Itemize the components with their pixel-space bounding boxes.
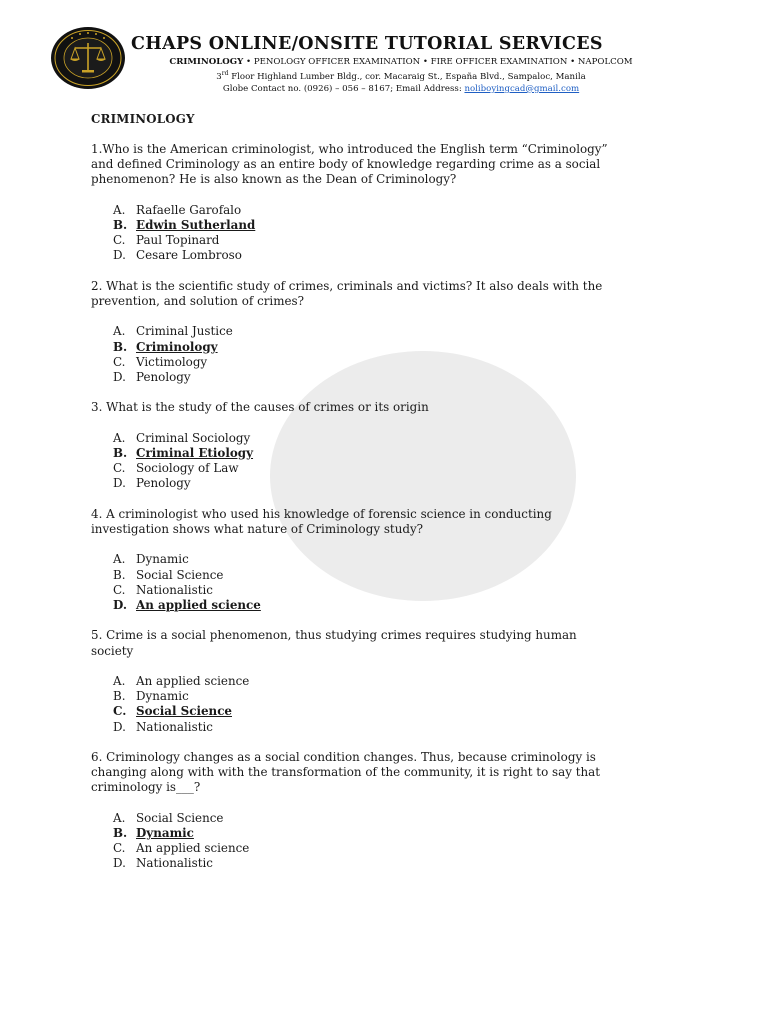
answer-option — [113, 355, 681, 370]
option-letter: A. — [113, 324, 126, 339]
answer-option — [113, 248, 681, 263]
option-text: Dynamic — [136, 552, 189, 567]
section-title: CRIMINOLOGY — [91, 112, 195, 126]
answer-option — [113, 461, 681, 476]
option-letter: C. — [113, 841, 126, 856]
option-letter: C. — [113, 354, 126, 369]
answer-option — [113, 552, 681, 567]
header-subtitle — [131, 56, 671, 95]
option-text: Nationalistic — [136, 582, 213, 597]
answer-option — [113, 476, 681, 491]
option-letter: B. — [113, 689, 126, 704]
option-letter: B. — [113, 445, 128, 460]
answer-options — [113, 674, 681, 735]
option-letter: B. — [113, 218, 128, 232]
option-letter: A. — [113, 202, 126, 217]
answer-option — [113, 856, 681, 871]
question-text: 1.Who is the American criminologist, who introduced the English term “Criminology” and defined Criminology as an entire body of knowledge regarding crime as a social phenomenon? He is also known as the Dean of Criminology? — [91, 142, 608, 187]
answer-option-correct — [113, 826, 681, 841]
option-text: An applied science — [136, 841, 250, 856]
answer-option-correct — [113, 446, 681, 461]
scales-of-justice-seal-icon — [50, 26, 126, 90]
option-letter: D. — [113, 248, 126, 263]
option-letter: B. — [113, 567, 126, 582]
answer-option — [113, 720, 681, 735]
option-text: Paul Topinard — [136, 233, 220, 248]
option-letter: A. — [113, 810, 126, 825]
option-text: Edwin Sutherland — [136, 218, 256, 232]
answer-option — [113, 811, 681, 826]
option-text: Nationalistic — [136, 856, 213, 871]
answer-option — [113, 370, 681, 385]
answer-options — [113, 431, 681, 492]
contact-line — [131, 83, 671, 95]
option-letter: B. — [113, 339, 128, 354]
option-text: Victimology — [136, 354, 208, 369]
address-floor-number: 3 — [216, 71, 222, 82]
exam-list-lead: CRIMINOLOGY — [169, 57, 244, 67]
answer-options — [113, 324, 681, 385]
contact-text: Globe Contact no. (0926) – 056 – 8167; Email Address: — [222, 83, 465, 94]
option-letter: D. — [113, 370, 126, 384]
email-link[interactable]: noliboyingcad@gmail.com — [464, 83, 580, 94]
question-text: 2. What is the scientific study of crimes, criminals and victims? It also deals with the prevention, and solution of crimes? — [91, 278, 603, 308]
questions-list — [91, 142, 681, 887]
answer-options — [113, 552, 681, 613]
answer-option — [113, 689, 681, 704]
option-letter: A. — [113, 552, 126, 567]
option-text: Criminal Justice — [136, 324, 233, 339]
question-text: 3. What is the study of the causes of crimes or its origin — [91, 400, 429, 415]
answer-option — [113, 841, 681, 856]
answer-option — [113, 674, 681, 689]
answer-option-correct — [113, 704, 681, 719]
option-text: Social Science — [136, 704, 232, 719]
answer-option — [113, 324, 681, 339]
option-text: Social Science — [136, 567, 224, 582]
question-text: 5. Crime is a social phenomenon, thus studying crimes requires studying human society — [91, 628, 577, 658]
answer-options — [113, 203, 681, 264]
option-text: Cesare Lombroso — [136, 248, 242, 263]
option-text: An applied science — [136, 673, 250, 688]
answer-option-correct — [113, 218, 681, 233]
answer-options — [113, 811, 681, 872]
question-text: 6. Criminology changes as a social condition changes. Thus, because criminology is changing along with with the transformation of the community, it is right to say that criminology is___? — [91, 749, 600, 795]
answer-option — [113, 203, 681, 218]
option-text: Dynamic — [136, 825, 194, 840]
option-letter: D. — [113, 719, 126, 734]
option-text: Sociology of Law — [136, 461, 239, 476]
option-text: An applied science — [136, 597, 261, 612]
option-text: Social Science — [136, 810, 224, 825]
option-letter: C. — [113, 704, 127, 719]
address-text: Floor Highland Lumber Bldg., cor. Macaraig St., España Blvd., Sampaloc, Manila — [228, 71, 586, 82]
option-text: Penology — [136, 476, 191, 491]
answer-option — [113, 583, 681, 598]
option-letter: C. — [113, 233, 126, 248]
option-text: Rafaelle Garofalo — [136, 202, 242, 217]
answer-option — [113, 568, 681, 583]
option-text: Criminology — [136, 339, 218, 354]
address-floor-suffix: rd — [221, 70, 229, 77]
answer-option — [113, 233, 681, 248]
exam-list-rest: • PENOLOGY OFFICER EXAMINATION • FIRE OFFICER EXAMINATION • NAPOLCOM — [243, 57, 633, 67]
organization-title: CHAPS ONLINE/ONSITE TUTORIAL SERVICES — [131, 34, 603, 54]
address-line — [131, 68, 671, 83]
option-text: Criminal Sociology — [136, 430, 251, 445]
option-letter: C. — [113, 461, 126, 476]
question-text: 4. A criminologist who used his knowledge of forensic science in conducting investigation shows what nature of Criminology study? — [91, 506, 552, 536]
option-letter: D. — [113, 476, 126, 491]
option-letter: D. — [113, 856, 126, 871]
answer-option-correct — [113, 340, 681, 355]
option-letter: A. — [113, 673, 126, 688]
answer-option-correct — [113, 598, 681, 613]
option-letter: A. — [113, 430, 126, 445]
option-text: Nationalistic — [136, 719, 213, 734]
option-letter: B. — [113, 825, 128, 840]
option-letter: D. — [113, 597, 128, 612]
option-text: Dynamic — [136, 689, 189, 704]
option-letter: C. — [113, 582, 126, 597]
option-text: Penology — [136, 370, 191, 384]
exam-list-line — [131, 56, 671, 68]
option-text: Criminal Etiology — [136, 445, 254, 460]
answer-option — [113, 431, 681, 446]
